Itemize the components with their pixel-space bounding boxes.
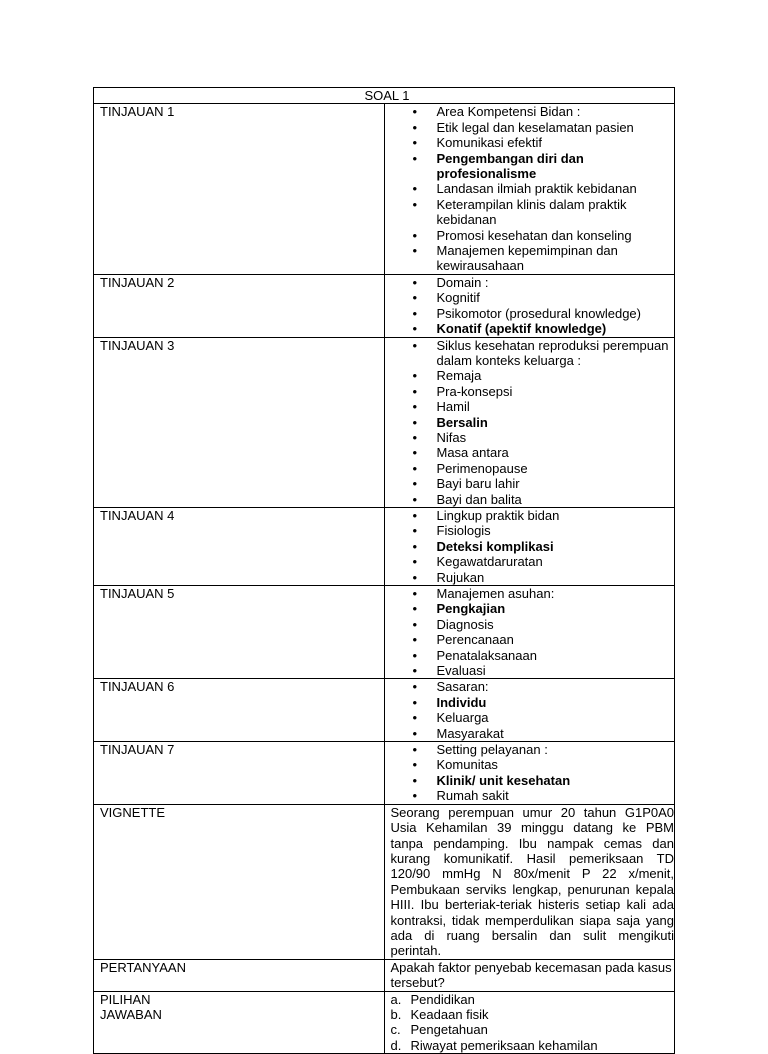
list-item: • Remaja — [391, 368, 675, 383]
list-item: • Nifas — [391, 430, 675, 445]
tinjauan-content — [384, 337, 675, 507]
list-item: • Pengkajian — [391, 601, 675, 616]
title-row — [94, 88, 675, 104]
list-item: • Keterampilan klinis dalam praktik kebidanan — [391, 197, 675, 228]
vignette-text: Seorang perempuan umur 20 tahun G1P0A0 Usia Kehamilan 39 minggu datang ke PBM tanpa pendamping. Ibu nampak cemas dan kurang komunikatif. Hasil pemeriksaan TD 120/90 mmHg N 80x/menit P 22 x/menit, Pembukaan serviks lengkap, penurunan kepala HIII. Ibu berteriak-teriak histeris setiap kali ada kontraksi, tidak memperdulikan siapa saja yang ada di ruang bersalin dan sulit mengikuti perintah. — [384, 804, 675, 959]
list-item: • Psikomotor (prosedural knowledge) — [391, 306, 675, 321]
option-item — [391, 1022, 675, 1037]
option-text: Pengetahuan — [410, 1022, 488, 1038]
bullet-list — [391, 586, 675, 678]
tinjauan-label: TINJAUAN 3 — [94, 337, 385, 507]
option-key: b. — [390, 1006, 402, 1022]
list-item: • Setting pelayanan : — [391, 742, 675, 757]
list-item: • Individu — [391, 695, 675, 710]
option-item — [391, 1007, 675, 1022]
option-text: Keadaan fisik — [410, 1006, 489, 1022]
list-item: • Kegawatdaruratan — [391, 554, 675, 569]
pertanyaan-text: Apakah faktor penyebab kecemasan pada kasus tersebut? — [384, 959, 675, 991]
pilihan-label-line2: JAWABAN — [100, 1006, 162, 1022]
tinjauan-row — [94, 507, 675, 585]
vignette-row — [94, 804, 675, 959]
tinjauan-content — [384, 104, 675, 274]
list-item: • Landasan ilmiah praktik kebidanan — [391, 181, 675, 196]
list-item: • Keluarga — [391, 710, 675, 725]
list-item: • Fisiologis — [391, 523, 675, 538]
list-item: • Rumah sakit — [391, 788, 675, 803]
option-text: Riwayat pemeriksaan kehamilan — [410, 1037, 598, 1053]
bullet-list — [391, 508, 675, 585]
list-item: • Manajemen kepemimpinan dan kewirausahaan — [391, 243, 675, 274]
bullet-list — [391, 679, 675, 741]
tinjauan-content — [384, 507, 675, 585]
tinjauan-row — [94, 274, 675, 337]
list-item: • Area Kompetensi Bidan : — [391, 104, 675, 119]
bullet-list — [391, 104, 675, 273]
list-item: • Domain : — [391, 275, 675, 290]
tinjauan-content — [384, 586, 675, 679]
pilihan-label-line1: PILIHAN — [100, 991, 151, 1007]
tinjauan-content — [384, 679, 675, 742]
bullet-list — [391, 275, 675, 337]
vignette-label: VIGNETTE — [94, 804, 385, 959]
list-item: • Bayi baru lahir — [391, 476, 675, 491]
list-item: • Penatalaksanaan — [391, 648, 675, 663]
tinjauan-row — [94, 679, 675, 742]
list-item: • Pengembangan diri dan profesionalisme — [391, 151, 675, 182]
tinjauan-label: TINJAUAN 6 — [94, 679, 385, 742]
list-item: • Rujukan — [391, 570, 675, 585]
tinjauan-row — [94, 742, 675, 805]
tinjauan-label: TINJAUAN 4 — [94, 507, 385, 585]
list-item: • Masyarakat — [391, 726, 675, 741]
list-item: • Perencanaan — [391, 632, 675, 647]
list-item: • Perimenopause — [391, 461, 675, 476]
list-item: • Lingkup praktik bidan — [391, 508, 675, 523]
list-item: • Klinik/ unit kesehatan — [391, 773, 675, 788]
bullet-list — [391, 338, 675, 507]
list-item: • Komunikasi efektif — [391, 135, 675, 150]
tinjauan-label: TINJAUAN 2 — [94, 274, 385, 337]
list-item: • Evaluasi — [391, 663, 675, 678]
list-item: • Kognitif — [391, 290, 675, 305]
tinjauan-row — [94, 337, 675, 507]
option-key: a. — [390, 991, 402, 1007]
list-item: • Promosi kesehatan dan konseling — [391, 228, 675, 243]
list-item: • Masa antara — [391, 445, 675, 460]
pilihan-options — [384, 991, 675, 1054]
tinjauan-content — [384, 742, 675, 805]
list-item: • Deteksi komplikasi — [391, 539, 675, 554]
list-item: • Bersalin — [391, 415, 675, 430]
option-text: Pendidikan — [410, 991, 475, 1007]
tinjauan-row — [94, 104, 675, 274]
table-title: SOAL 1 — [94, 88, 675, 104]
list-item: • Bayi dan balita — [391, 492, 675, 507]
list-item: • Siklus kesehatan reproduksi perempuan dalam konteks keluarga : — [391, 338, 675, 369]
list-item: • Diagnosis — [391, 617, 675, 632]
tinjauan-row — [94, 586, 675, 679]
list-item: • Etik legal dan keselamatan pasien — [391, 120, 675, 135]
question-table — [93, 87, 675, 1054]
option-item — [391, 1038, 675, 1053]
pertanyaan-label: PERTANYAAN — [94, 959, 385, 991]
list-item: • Manajemen asuhan: — [391, 586, 675, 601]
list-item: • Sasaran: — [391, 679, 675, 694]
tinjauan-label: TINJAUAN 7 — [94, 742, 385, 805]
pertanyaan-row — [94, 959, 675, 991]
list-item: • Pra-konsepsi — [391, 384, 675, 399]
tinjauan-label: TINJAUAN 5 — [94, 586, 385, 679]
bullet-list — [391, 742, 675, 804]
tinjauan-content — [384, 274, 675, 337]
pilihan-row — [94, 991, 675, 1054]
pilihan-label — [94, 991, 385, 1054]
list-item: • Komunitas — [391, 757, 675, 772]
option-key: c. — [390, 1022, 401, 1038]
list-item: • Hamil — [391, 399, 675, 414]
option-key: d. — [390, 1037, 402, 1053]
list-item: • Konatif (apektif knowledge) — [391, 321, 675, 336]
tinjauan-label: TINJAUAN 1 — [94, 104, 385, 274]
option-item — [391, 992, 675, 1007]
